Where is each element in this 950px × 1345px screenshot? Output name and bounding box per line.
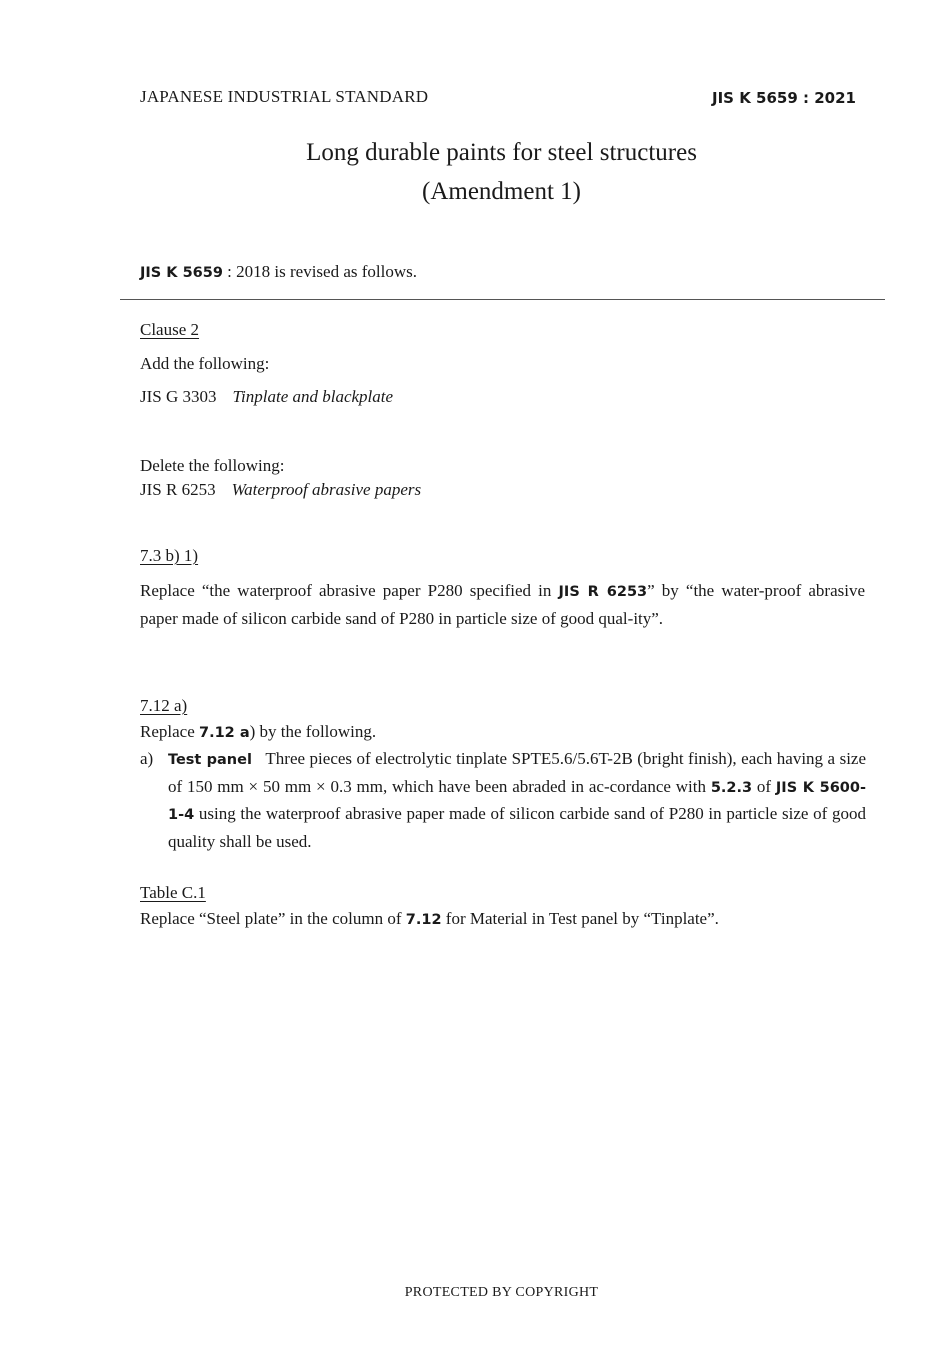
header-left: JAPANESE INDUSTRIAL STANDARD: [140, 87, 429, 106]
document-title: Long durable paints for steel structures: [306, 139, 697, 166]
s73-heading: 7.3 b) 1): [140, 546, 199, 565]
tablec1-heading: Table C.1: [140, 883, 206, 902]
s73-text-1: Replace “the waterproof abrasive paper P280 specified in: [140, 581, 559, 600]
add-code: JIS G 3303: [140, 387, 217, 406]
tablec1-line: [140, 909, 719, 929]
s712-replace-text-2: ) by the following.: [249, 722, 377, 741]
delete-title: Waterproof abrasive papers: [231, 480, 422, 499]
s73-standard-ref: JIS R 6253: [558, 584, 648, 600]
tablec1-text-2: for Material in Test panel by “Tinplate”.: [441, 909, 719, 928]
item-text-1: Three pieces of electrolytic tinplate SPTE5.6/5.6T-2B (bright finish), each having a size of 150 mm × 50 mm × 0.3 mm, which have been abraded in ac-cordance with: [168, 749, 867, 796]
add-label: Add the following:: [140, 354, 270, 373]
add-entry: [140, 387, 393, 407]
s712-heading: 7.12 a): [140, 696, 188, 715]
intro-text: : 2018 is revised as follows.: [222, 262, 417, 281]
tablec1-clause-ref: 7.12: [405, 912, 442, 928]
item-standard-ref: JIS K 5600-1-4: [168, 779, 866, 823]
delete-label: Delete the following:: [140, 456, 285, 475]
item-text-3: using the waterproof abrasive paper made of silicon carbide sand of P280 in particle size of good quality shall be used.: [168, 804, 866, 851]
item-label: a): [140, 749, 154, 768]
tablec1-text-1: Replace “Steel plate” in the column of: [140, 909, 406, 928]
item-text-2: of: [752, 776, 776, 796]
item-term: Test panel: [168, 752, 252, 768]
s712-replace-text-1: Replace: [140, 722, 199, 741]
add-title: Tinplate and blackplate: [232, 387, 394, 406]
list-item-a: [140, 746, 866, 854]
delete-code: JIS R 6253: [140, 480, 216, 499]
s712-replace-line: [140, 722, 376, 742]
s73-paragraph: [140, 578, 865, 631]
intro-line: [140, 262, 417, 282]
s73-text-2: ” by “the water-proof abrasive paper made of silicon carbide sand of P280 in particle size of good qual-ity”.: [140, 581, 865, 628]
footer-copyright: PROTECTED BY COPYRIGHT: [404, 1285, 599, 1300]
divider: [120, 299, 885, 300]
document-subtitle: (Amendment 1): [422, 178, 581, 205]
header-standard-number: JIS K 5659 : 2021: [712, 89, 856, 107]
delete-entry: [140, 480, 421, 500]
item-clause-ref: 5.2.3: [710, 779, 753, 796]
item-body: [168, 746, 866, 854]
s712-clause-ref: 7.12 a: [199, 725, 250, 741]
intro-standard-ref: JIS K 5659: [140, 265, 223, 281]
clause2-heading: Clause 2: [140, 320, 200, 339]
